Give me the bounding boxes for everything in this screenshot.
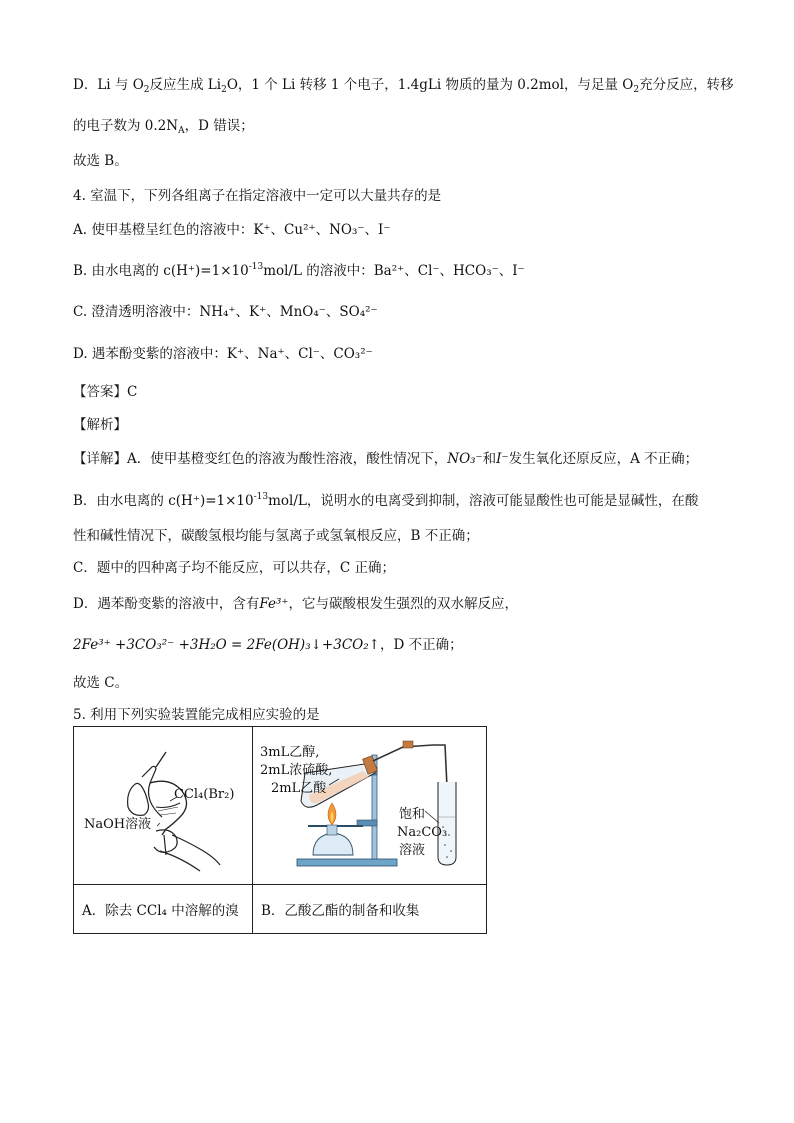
- label-ccl4-br2: CCl₄(Br₂): [174, 787, 235, 802]
- q4-explain-c: C．题中的四种离子均不能反应，可以共存，C 正确；: [73, 560, 395, 576]
- label-ethanol: 3mL乙醇,: [260, 745, 320, 760]
- q4-analysis-tag: 【解析】: [73, 417, 127, 433]
- q5-figure-a-cell: [74, 727, 253, 885]
- separatory-funnel-figure: [74, 727, 252, 884]
- chemical-equation: 2Fe³⁺ +3CO₃²⁻ +3H₂O = 2Fe(OH)₃↓+3CO₂↑: [73, 637, 380, 653]
- prev-option-d-line2: 的电子数为 $0.2N_A$，D 错误；: [73, 118, 254, 136]
- q5-stem: 5. 利用下列实验装置能完成相应实验的是: [73, 707, 320, 723]
- prev-choose: 故选 B。: [73, 153, 128, 169]
- prev-option-d-line1: D．Li 与 $O_2$反应生成 $Li_2O$，1 个 Li 转移 1 个电子，1.4gLi 物质的量为 0.2mol，与足量 $O_2$充分反应，转移: [73, 77, 734, 95]
- label-sulfuric-acid: 2mL浓硫酸,: [260, 763, 333, 778]
- q4-explain-d-equation: 2Fe³⁺ +3CO₃²⁻ +3H₂O = 2Fe(OH)₃↓+3CO₂↑，D 不正确；: [73, 637, 463, 653]
- label-solution: 溶液: [399, 843, 426, 858]
- label-naoh-solution: NaOH溶液: [84, 817, 152, 832]
- q4-answer: 【答案】C: [73, 384, 138, 400]
- q4-option-b: B. 由水电离的 $c(H^+)=1\times 10^{-13}mol/L$ 的溶液中：Ba²⁺、Cl⁻、HCO₃⁻、I⁻: [73, 262, 525, 279]
- q4-explain-a: 【详解】A．使甲基橙变红色的溶液为酸性溶液，酸性情况下，NO₃⁻和I⁻发生氧化还原反应，A 不正确；: [73, 451, 699, 467]
- q4-option-d: D. 遇苯酚变紫的溶液中：K⁺、Na⁺、Cl⁻、CO₃²⁻: [73, 346, 373, 362]
- ester-apparatus-figure: [253, 727, 486, 884]
- q4-explain-b-line1: B．由水电离的 $c(H^+)=1\times 10^{-13}mol/L$，说明水的电离受到抑制，溶液可能显酸性也可能是显碱性，在酸: [73, 492, 699, 509]
- q5-option-b: B．乙酸乙酯的制备和收集: [253, 885, 487, 934]
- q4-choose: 故选 C。: [73, 675, 129, 691]
- q4-option-c: C. 澄清透明溶液中：NH₄⁺、K⁺、MnO₄⁻、SO₄²⁻: [73, 304, 378, 320]
- q5-option-a: A．除去 CCl₄ 中溶解的溴: [74, 885, 253, 934]
- answer-tag: 【答案】: [73, 384, 127, 400]
- label-acetic-acid: 2mL乙酸: [271, 781, 327, 796]
- q4-stem: 4. 室温下，下列各组离子在指定溶液中一定可以大量共存的是: [73, 188, 442, 204]
- q4-option-a: A. 使甲基橙呈红色的溶液中：K⁺、Cu²⁺、NO₃⁻、I⁻: [73, 222, 391, 238]
- separatory-funnel-drawing: [74, 727, 252, 884]
- q5-table: [73, 726, 487, 934]
- label-saturated: 饱和: [399, 807, 426, 822]
- q4-explain-d-line1: D．遇苯酚变紫的溶液中，含有Fe³⁺，它与碳酸根发生强烈的双水解反应，: [73, 596, 518, 612]
- label-na2co3: Na₂CO₃: [397, 825, 448, 840]
- q4-explain-b-line2: 性和碱性情况下，碳酸氢根均能与氢离子或氢氧根反应，B 不正确；: [73, 528, 479, 544]
- q5-figure-b-cell: [253, 727, 487, 885]
- detail-tag: 【详解】: [73, 451, 127, 467]
